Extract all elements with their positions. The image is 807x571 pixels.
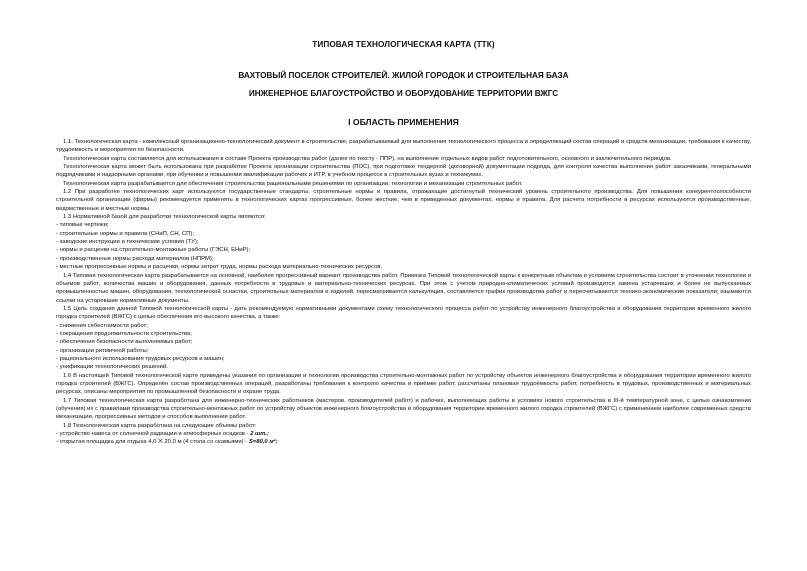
volume-item-text: - открытая площадка для отдыха 4,0 ⨉ 20,0 м (4 стола со скамьями) - xyxy=(56,439,249,446)
list-item: - организации ритмичной работы; xyxy=(56,347,149,354)
volume-item-text: - устройство навеса от солнечной радиации и атмосферных осадков - xyxy=(56,431,251,438)
list-item: - унификации технологических решений. xyxy=(56,364,168,371)
list-item: - местные прогрессивные нормы и расценки, нормы затрат труда, нормы расхода материально-технических ресурсов. xyxy=(56,264,383,271)
list-item: - типовые чертежи; xyxy=(56,222,109,229)
list-item: - рационального использования трудовых ресурсов и машин; xyxy=(56,355,225,362)
document-title: ТИПОВАЯ ТЕХНОЛОГИЧЕСКАЯ КАРТА (ТТК) xyxy=(312,40,495,49)
paragraph-1-2: 1.2 При разработке технологических карт используются государственные стандарты, строительные нормы и правила, отражающие достигнутый технический уровень строительного производства. Для повышения конкурентоспособности строительной организации (фирмы) рекомендуется применять в технологических картах прогрессивные, более жесткие, чем в приведенных документах, нормы и правила. Для расчета потребности в ресурсах используются производственные, ведомственные и местные нормы. xyxy=(56,189,751,212)
list-item: - обеспечения безопасности выполняемых работ; xyxy=(56,339,193,346)
paragraph-1-8: 1.8 Технологическая карта разработана на следующие объемы работ: xyxy=(63,422,257,429)
list-item: - нормы и расценки на строительно-монтажные работы (ГЭСН, ЕНиР); xyxy=(56,247,251,254)
paragraph-1-7: 1.7 Типовая технологическая карта разработана для инженерно-технических работников (мастеров, производителей работ) и рабочих, выполняющих работы в условиях нового строительства в III-й температурной зоне, с целью ознакомления (обучения) их с правилами производства строительно-монтажных работ по устройству объектов инженерного благоустройства и оборудования территории временного жилого городка строителей (ВЖГС) с применением наиболее современных средств механизации, прогрессивных методов и способов выполнения работ. xyxy=(56,397,751,421)
paragraph: Технологическая карта разрабатывается для обеспечения строительства рациональными решениями по организации, технологии и механизации строительных работ. xyxy=(63,180,523,187)
document-subtitle-2: ИНЖЕНЕРНОЕ БЛАГОУСТРОЙСТВО И ОБОРУДОВАНИЕ ТЕРРИТОРИИ ВЖГС xyxy=(248,89,559,98)
paragraph-1-4: 1.4 Типовая технологическая карта разрабатывается на основной, наиболее прогрессивный вариант производства работ. Привязка Типовой технологической карты к конкретным объектам и условиям строительства состоит в уточнении технологии и объемов работ, количества машин и оборудования, данных потребности в трудовых и материально-технических ресурсах. При этом с учетом природно-климатических условий производится замена устаревших и более не выпускаемых промышленностью машин, оборудования, технологической оснастки, строительных материалов и изделий, пересматривается калькуляция, составляется график производства работ и пересчитываются технико-экономические показатели; изымаются ссылки на устаревшие нормативные документы. xyxy=(56,272,751,304)
section-title: I ОБЛАСТЬ ПРИМЕНЕНИЯ xyxy=(348,117,459,127)
list-item: - заводские инструкции и технические условия (ТУ); xyxy=(56,239,199,246)
volume-item-value: S=80,0 м²; xyxy=(248,439,278,446)
list-item: - сокращения продолжительности строительства; xyxy=(56,330,192,337)
list-item: - производственные нормы расхода материалов (НПРМ); xyxy=(56,255,214,262)
paragraph-1-3: 1.3 Нормативной базой для разработки технологической карты являются: xyxy=(63,214,266,221)
paragraph-1-1: 1.1. Технологическая карта - комплексный организационно-технологический документ в строительстве, разрабатываемый для выполнения технологического процесса и определяющий состав операций и средств механизации, требования к качеству, трудоемкость и мероприятия по безопасности. xyxy=(56,139,751,154)
paragraph: Технологическая карта может быть использована при разработке Проекта организации строительства (ПОС), при подготовке тендерной (договорной) документации подряда, для контроля качества выполнения работ заказчиками, генеральными подрядчиками и надзорными органами, при обучении и повышении квалификации рабочих и ИТР, в учебном процессе в строительных вузах и техникумах. xyxy=(56,164,751,179)
volume-item-value: 2 шт.; xyxy=(250,431,270,438)
volume-item xyxy=(56,430,751,438)
list-item: - снижения себестоимости работ; xyxy=(56,322,148,329)
list-item: - строительные нормы и правила (СНиП, СН, СП); xyxy=(56,230,195,237)
paragraph-1-5: 1.5 Цель создания данной Типовой технологической карты - дать рекомендуемую нормативными документами схему технологического процесса работ по устройству инженерного благоустройства и оборудования территории временного жилого городка строителей (ВЖГС) с целью обеспечения его высокого качества, а также: xyxy=(56,305,751,321)
document-body xyxy=(56,138,751,447)
document-subtitle-1: ВАХТОВЫЙ ПОСЕЛОК СТРОИТЕЛЕЙ. ЖИЛОЙ ГОРОДОК И СТРОИТЕЛЬНАЯ БАЗА xyxy=(238,71,569,80)
paragraph-1-6: 1.6 В настоящей Типовой технологической карте приведены указания по организации и технологии производства строительно-монтажных работ по устройству объектов инженерного благоустройства и оборудования территории временного жилого городка строителей (ВЖГС). Определён состав производственных операций, разработаны требования к контролю качества и приёмке работ, рассчитаны плановая трудоёмкость работ, потребность в трудовых, производственных и материальных ресурсах, описаны мероприятия по промышленной безопасности и охране труда. xyxy=(56,372,751,396)
volume-item xyxy=(56,438,751,446)
paragraph: Технологическая карта составляется для использования в составе Проекта производства работ (далее по тексту - ППР), на выполнение отдельных видов работ подготовительного, основного и заключительного периодов. xyxy=(63,155,672,162)
